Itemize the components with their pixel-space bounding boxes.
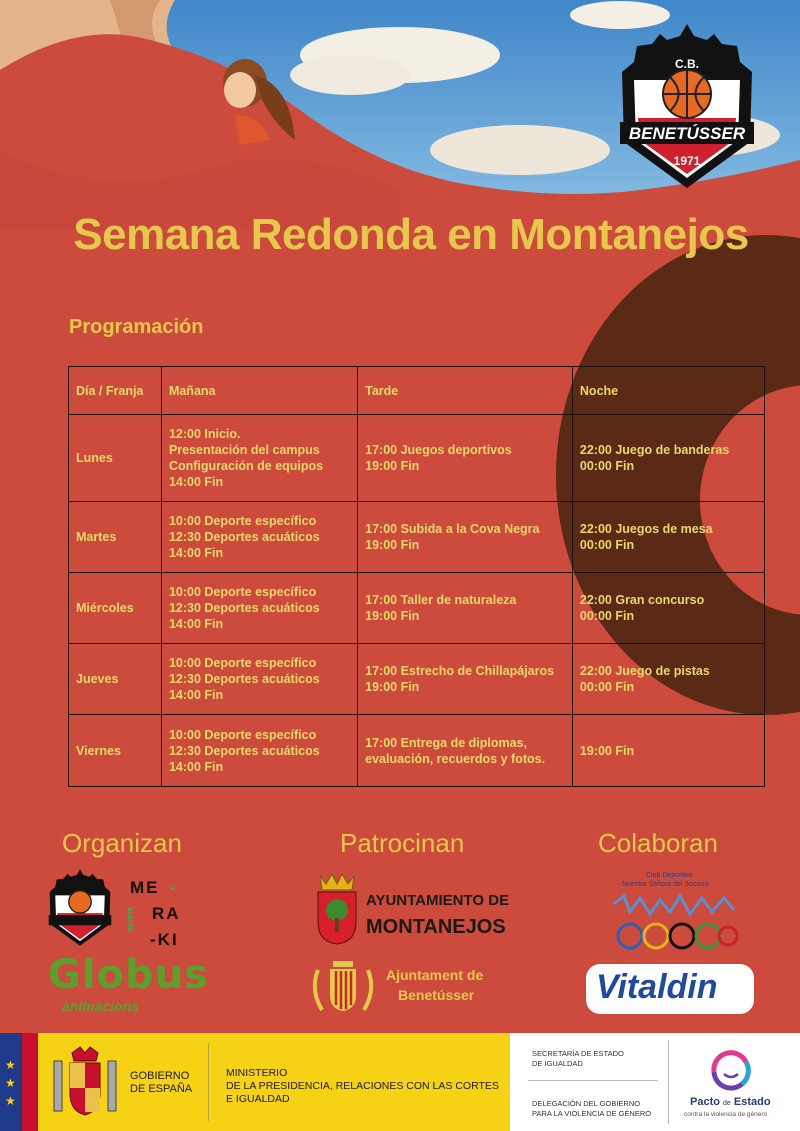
header-morning: Mañana xyxy=(161,367,357,415)
gobierno-line2: DE ESPAÑA xyxy=(130,1083,193,1095)
club-deportivo-line1: Club Deportivo xyxy=(646,872,693,879)
pacto-de-estado-subtitle: contra la violencia de género xyxy=(684,1111,768,1118)
footer-separator xyxy=(528,1080,658,1081)
olympic-rings-logo xyxy=(610,892,738,954)
section-title: Programación xyxy=(69,316,204,338)
globus-logo-sub: animacions xyxy=(62,998,140,1014)
row-morning: 10:00 Deporte específico 12:30 Deportes acuáticos 14:00 Fin xyxy=(161,502,357,573)
ministerio-line2: DE LA PRESIDENCIA, RELACIONES CON LAS CORTES xyxy=(226,1080,499,1092)
meraki-logo-me: ME xyxy=(130,878,160,897)
patrocinan-heading: Patrocinan xyxy=(340,828,465,858)
ajuntament-benetusser-line1: Ajuntament de xyxy=(386,967,484,983)
vitaldin-logo: Vitaldin xyxy=(596,968,718,1006)
footer-divider xyxy=(668,1040,669,1124)
ministerio-line3: E IGUALDAD xyxy=(226,1093,290,1105)
table-row xyxy=(69,415,765,502)
row-night: 22:00 Juegos de mesa 00:00 Fin xyxy=(572,502,764,573)
row-day: Lunes xyxy=(69,415,162,502)
table-row xyxy=(69,715,765,787)
climbing-girl-illustration xyxy=(200,45,310,155)
organizan-heading: Organizan xyxy=(62,828,182,858)
row-night: 22:00 Gran concurso 00:00 Fin xyxy=(572,573,764,644)
club-deportivo-line2: Nuestra Señora del Socorro xyxy=(622,881,709,888)
logo-year-text: 1971 xyxy=(673,154,701,168)
table-row xyxy=(69,502,765,573)
eu-star-icon: ★ xyxy=(5,1076,16,1090)
secretaria-line2: DE IGUALDAD xyxy=(532,1059,583,1068)
header-night: Noche xyxy=(572,367,764,415)
table-row xyxy=(69,573,765,644)
ayuntamiento-montanejos-line1: AYUNTAMIENTO DE xyxy=(366,892,510,909)
row-night: 22:00 Juego de banderas 00:00 Fin xyxy=(572,415,764,502)
pacto-de-estado-icon xyxy=(706,1050,756,1092)
table-row xyxy=(69,644,765,715)
row-afternoon: 17:00 Subida a la Cova Negra 19:00 Fin xyxy=(358,502,573,573)
secretaria-line1: SECRETARÍA DE ESTADO xyxy=(532,1049,624,1058)
row-day: Viernes xyxy=(69,715,162,787)
header-afternoon: Tarde xyxy=(358,367,573,415)
delegacion-line1: DELEGACIÓN DEL GOBIERNO xyxy=(532,1099,641,1108)
row-afternoon: 17:00 Taller de naturaleza 19:00 Fin xyxy=(358,573,573,644)
pacto-de-estado-title: Pacto de Estado xyxy=(690,1096,771,1108)
ayuntamiento-montanejos-line2: MONTANEJOS xyxy=(366,916,506,938)
row-morning: 10:00 Deporte específico 12:30 Deportes acuáticos 14:00 Fin xyxy=(161,715,357,787)
logo-top-text: C.B. xyxy=(675,57,699,71)
logo-name-text: BENETÚSSER xyxy=(628,124,746,143)
row-day: Miércoles xyxy=(69,573,162,644)
colaboran-heading: Colaboran xyxy=(598,828,718,858)
meraki-logo-dash: - xyxy=(170,878,176,897)
globus-logo: Globus xyxy=(48,952,209,998)
meraki-logo-ra: RA xyxy=(152,904,181,923)
eu-star-icon: ★ xyxy=(5,1058,16,1072)
schedule-table xyxy=(68,366,765,787)
ajuntament-benetusser-line2: Benetússer xyxy=(398,987,475,1003)
benetusser-coat-of-arms xyxy=(308,955,378,1015)
row-night: 22:00 Juego de pistas 00:00 Fin xyxy=(572,644,764,715)
row-night: 19:00 Fin xyxy=(572,715,764,787)
row-day: Martes xyxy=(69,502,162,573)
page-title: Semana Redonda en Montanejos xyxy=(73,210,749,259)
cb-benetusser-logo xyxy=(612,22,762,192)
meraki-logo-sports: sports xyxy=(125,907,135,932)
row-afternoon: 17:00 Estrecho de Chillapájaros 19:00 Fin xyxy=(358,644,573,715)
footer-divider xyxy=(208,1043,209,1121)
meraki-logo-ki: -KI xyxy=(150,930,179,949)
row-day: Jueves xyxy=(69,644,162,715)
row-afternoon: 17:00 Juegos deportivos 19:00 Fin xyxy=(358,415,573,502)
row-morning: 10:00 Deporte específico 12:30 Deportes acuáticos 14:00 Fin xyxy=(161,573,357,644)
delegacion-line2: PARA LA VIOLENCIA DE GÉNERO xyxy=(532,1109,652,1118)
row-afternoon: 17:00 Entrega de diplomas, evaluación, recuerdos y fotos. xyxy=(358,715,573,787)
row-morning: 10:00 Deporte específico 12:30 Deportes acuáticos 14:00 Fin xyxy=(161,644,357,715)
montanejos-coat-of-arms xyxy=(314,870,360,945)
spain-coat-of-arms xyxy=(50,1045,120,1120)
table-header-row xyxy=(69,367,765,415)
header-day: Día / Franja xyxy=(69,367,162,415)
gobierno-line1: GOBIERNO xyxy=(130,1070,190,1082)
row-morning: 12:00 Inicio. Presentación del campus Configuración de equipos 14:00 Fin xyxy=(161,415,357,502)
eu-star-icon: ★ xyxy=(5,1094,16,1108)
spain-flag-strip xyxy=(22,1033,38,1131)
ministerio-line1: MINISTERIO xyxy=(226,1067,288,1079)
cb-benetusser-small-logo xyxy=(45,868,115,948)
